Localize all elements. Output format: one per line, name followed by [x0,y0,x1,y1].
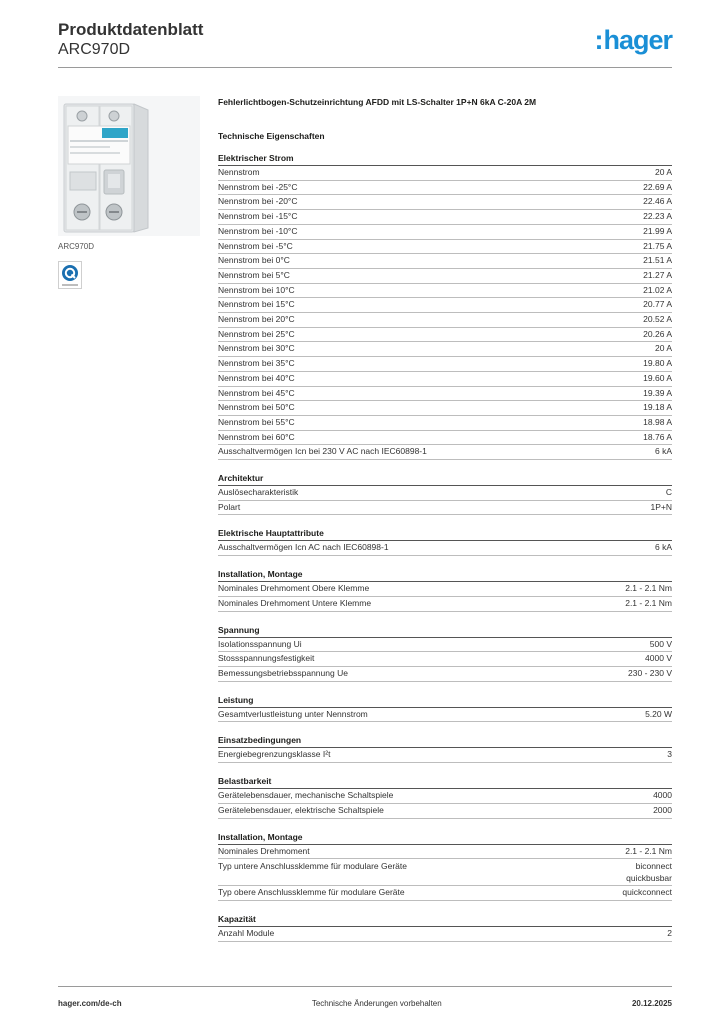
spec-value [643,210,672,224]
spec-label: Nennstrom bei 60°C [218,431,295,442]
spec-value [643,284,672,298]
spec-value [625,597,672,611]
circuit-breaker-illustration [58,96,200,236]
spec-row [218,298,672,313]
product-image [58,96,200,236]
footer-date: 20.12.2025 [631,999,672,1008]
spec-value-line: 22.23 A [643,211,672,222]
group-title: Installation, Montage [218,831,672,845]
spec-group [218,568,672,611]
spec-value-line: 4000 V [645,653,672,664]
spec-label: Ausschaltvermögen Icn bei 230 V AC nach IEC60898-1 [218,446,427,457]
spec-label: Nennstrom bei 50°C [218,402,295,413]
spec-row [218,445,672,460]
spec-value [625,582,672,596]
spec-label: Nennstrom bei 20°C [218,314,295,325]
spec-value-line: 22.46 A [643,196,672,207]
spec-label: Nennstrom bei 35°C [218,358,295,369]
spec-value-line: C [665,487,672,498]
spec-value [643,269,672,283]
spec-row [218,387,672,402]
spec-value [643,328,672,342]
spec-value-line: 20 A [654,343,672,354]
spec-label: Nennstrom bei 25°C [218,328,295,339]
spec-value [628,667,672,681]
spec-value [655,445,672,459]
spec-label: Energiebegrenzungsklasse I²t [218,749,331,760]
spec-value-line: 21.75 A [643,240,672,251]
quality-badge-icon [58,261,82,289]
spec-row [218,541,672,556]
spec-value [643,372,672,386]
spec-value-line: quickconnect [622,887,672,898]
spec-value-line: 18.76 A [643,431,672,442]
product-caption: ARC970D [58,242,95,251]
spec-group [218,831,672,902]
spec-value-line: 22.69 A [643,181,672,192]
spec-row [218,225,672,240]
spec-value-line: 20.26 A [643,328,672,339]
spec-label: Nennstrom bei 15°C [218,299,295,310]
spec-row [218,240,672,255]
footer-note: Technische Änderungen vorbehalten [311,999,442,1008]
group-title: Spannung [218,624,672,638]
spec-row [218,667,672,682]
spec-value-line: 2000 [653,804,672,815]
spec-value [655,166,672,180]
spec-group [218,472,672,515]
spec-value-line: 21.99 A [643,225,672,236]
section-title: Technische Eigenschaften [218,131,325,141]
spec-label: Nominales Drehmoment Obere Klemme [218,583,370,594]
spec-value-line: 19.80 A [643,358,672,369]
spec-groups [218,152,672,942]
logo-text: hager [603,25,672,55]
document-title: Produktdatenblatt [58,20,204,39]
group-title: Architektur [218,472,672,486]
spec-label: Gerätelebensdauer, mechanische Schaltspiele [218,790,394,801]
spec-row [218,859,672,886]
spec-row [218,845,672,860]
spec-label: Bemessungsbetriebsspannung Ue [218,667,348,678]
spec-value-line: 19.60 A [643,372,672,383]
spec-row [218,597,672,612]
spec-label: Nennstrom bei 45°C [218,387,295,398]
quality-q-icon [61,264,79,282]
spec-value [643,225,672,239]
spec-value-line: biconnect [635,860,672,871]
spec-group [218,775,672,818]
spec-value-line: 21.02 A [643,284,672,295]
spec-row [218,195,672,210]
product-description: Fehlerlichtbogen-Schutzeinrichtung AFDD mit LS-Schalter 1P+N 6kA C-20A 2M [218,97,537,107]
spec-value [643,387,672,401]
spec-row [218,431,672,446]
spec-value [653,804,672,818]
spec-group [218,694,672,723]
spec-row [218,210,672,225]
spec-row [218,313,672,328]
spec-label: Auslösecharakteristik [218,487,299,498]
spec-value-line: 2.1 - 2.1 Nm [625,583,672,594]
spec-value-line: 2.1 - 2.1 Nm [625,845,672,856]
spec-value-line: 21.51 A [643,255,672,266]
spec-row [218,372,672,387]
spec-group [218,913,672,942]
spec-value [643,416,672,430]
spec-value [643,240,672,254]
spec-label: Nennstrom bei 55°C [218,416,295,427]
spec-row [218,927,672,942]
spec-value [643,431,672,445]
group-title: Belastbarkeit [218,775,672,789]
spec-value-line: 19.39 A [643,387,672,398]
spec-value-line: 2 [667,928,672,939]
spec-label: Nennstrom bei 30°C [218,343,295,354]
spec-row [218,254,672,269]
spec-value [655,541,672,555]
spec-value [655,342,672,356]
spec-label: Nennstrom bei -15°C [218,211,298,222]
spec-label: Nennstrom bei 40°C [218,372,295,383]
spec-row [218,501,672,516]
spec-value-line: 5.20 W [645,708,672,719]
group-title: Elektrischer Strom [218,152,672,166]
spec-value [625,845,672,859]
spec-row [218,269,672,284]
footer-website[interactable]: hager.com/de-ch [58,999,122,1008]
page-header [58,20,672,68]
spec-row [218,638,672,653]
spec-label: Nennstrom bei -10°C [218,225,298,236]
spec-value [622,886,672,900]
spec-value-line: 500 V [649,638,672,649]
spec-row [218,804,672,819]
spec-label: Nennstrom bei 0°C [218,255,290,266]
spec-value-line: 18.98 A [643,416,672,427]
spec-value-line: 20.77 A [643,299,672,310]
spec-value [643,254,672,268]
spec-row [218,486,672,501]
spec-row [218,582,672,597]
spec-value [643,181,672,195]
spec-value [667,927,672,941]
spec-value-line: quickbusbar [626,873,672,884]
spec-value-line: 1P+N [650,501,672,512]
spec-row [218,652,672,667]
spec-content [218,96,672,942]
spec-row [218,708,672,723]
spec-value-line: 230 - 230 V [628,667,672,678]
spec-label: Nennstrom bei -20°C [218,196,298,207]
spec-label: Nennstrom bei 5°C [218,269,290,280]
spec-value [643,313,672,327]
group-title: Kapazität [218,913,672,927]
spec-value [626,860,672,885]
spec-value [653,789,672,803]
spec-row [218,886,672,901]
spec-value-line: 6 kA [654,446,672,457]
spec-value [645,708,672,722]
spec-group [218,152,672,460]
spec-row [218,416,672,431]
product-image-column [58,96,200,289]
hager-logo: :hager [594,25,672,55]
spec-group [218,734,672,763]
group-title: Einsatzbedingungen [218,734,672,748]
spec-label: Anzahl Module [218,928,275,939]
spec-label: Nennstrom bei 10°C [218,284,295,295]
spec-value-line: 19.18 A [643,402,672,413]
spec-row [218,166,672,181]
spec-value [643,298,672,312]
spec-label: Gerätelebensdauer, elektrische Schaltspiele [218,804,384,815]
spec-value-line: 20 A [654,167,672,177]
group-title: Installation, Montage [218,568,672,582]
spec-label: Nennstrom [218,167,260,177]
spec-row [218,284,672,299]
spec-value [643,357,672,371]
spec-value-line: 6 kA [654,542,672,553]
spec-value-line: 2.1 - 2.1 Nm [625,597,672,608]
spec-label: Typ obere Anschlussklemme für modulare Geräte [218,887,405,898]
spec-value-line: 20.52 A [643,314,672,325]
spec-row [218,357,672,372]
spec-value [667,748,672,762]
product-code: ARC970D [58,41,131,58]
spec-value [666,486,672,500]
spec-label: Gesamtverlustleistung unter Nennstrom [218,708,368,719]
spec-value [643,195,672,209]
spec-group [218,624,672,682]
spec-row [218,401,672,416]
spec-row [218,342,672,357]
spec-label: Isolationsspannung Ui [218,638,302,649]
spec-label: Nominales Drehmoment [218,845,310,856]
spec-group [218,527,672,556]
spec-row [218,789,672,804]
spec-value [643,401,672,415]
spec-row [218,181,672,196]
spec-value [645,652,672,666]
spec-value-line: 4000 [653,790,672,801]
group-title: Elektrische Hauptattribute [218,527,672,541]
spec-value-line: 3 [667,749,672,760]
spec-value-line: 21.27 A [643,269,672,280]
page-footer [58,986,672,1008]
spec-value [651,501,673,515]
spec-label: Polart [218,501,241,512]
spec-label: Nennstrom bei -25°C [218,181,298,192]
spec-row [218,328,672,343]
spec-label: Nominales Drehmoment Untere Klemme [218,597,372,608]
spec-label: Typ untere Anschlussklemme für modulare Geräte [218,860,407,871]
group-title: Leistung [218,694,672,708]
spec-value [650,638,672,652]
spec-label: Nennstrom bei -5°C [218,240,293,251]
spec-label: Ausschaltvermögen Icn AC nach IEC60898-1 [218,542,389,553]
spec-label: Stossspannungsfestigkeit [218,653,315,664]
spec-row [218,748,672,763]
